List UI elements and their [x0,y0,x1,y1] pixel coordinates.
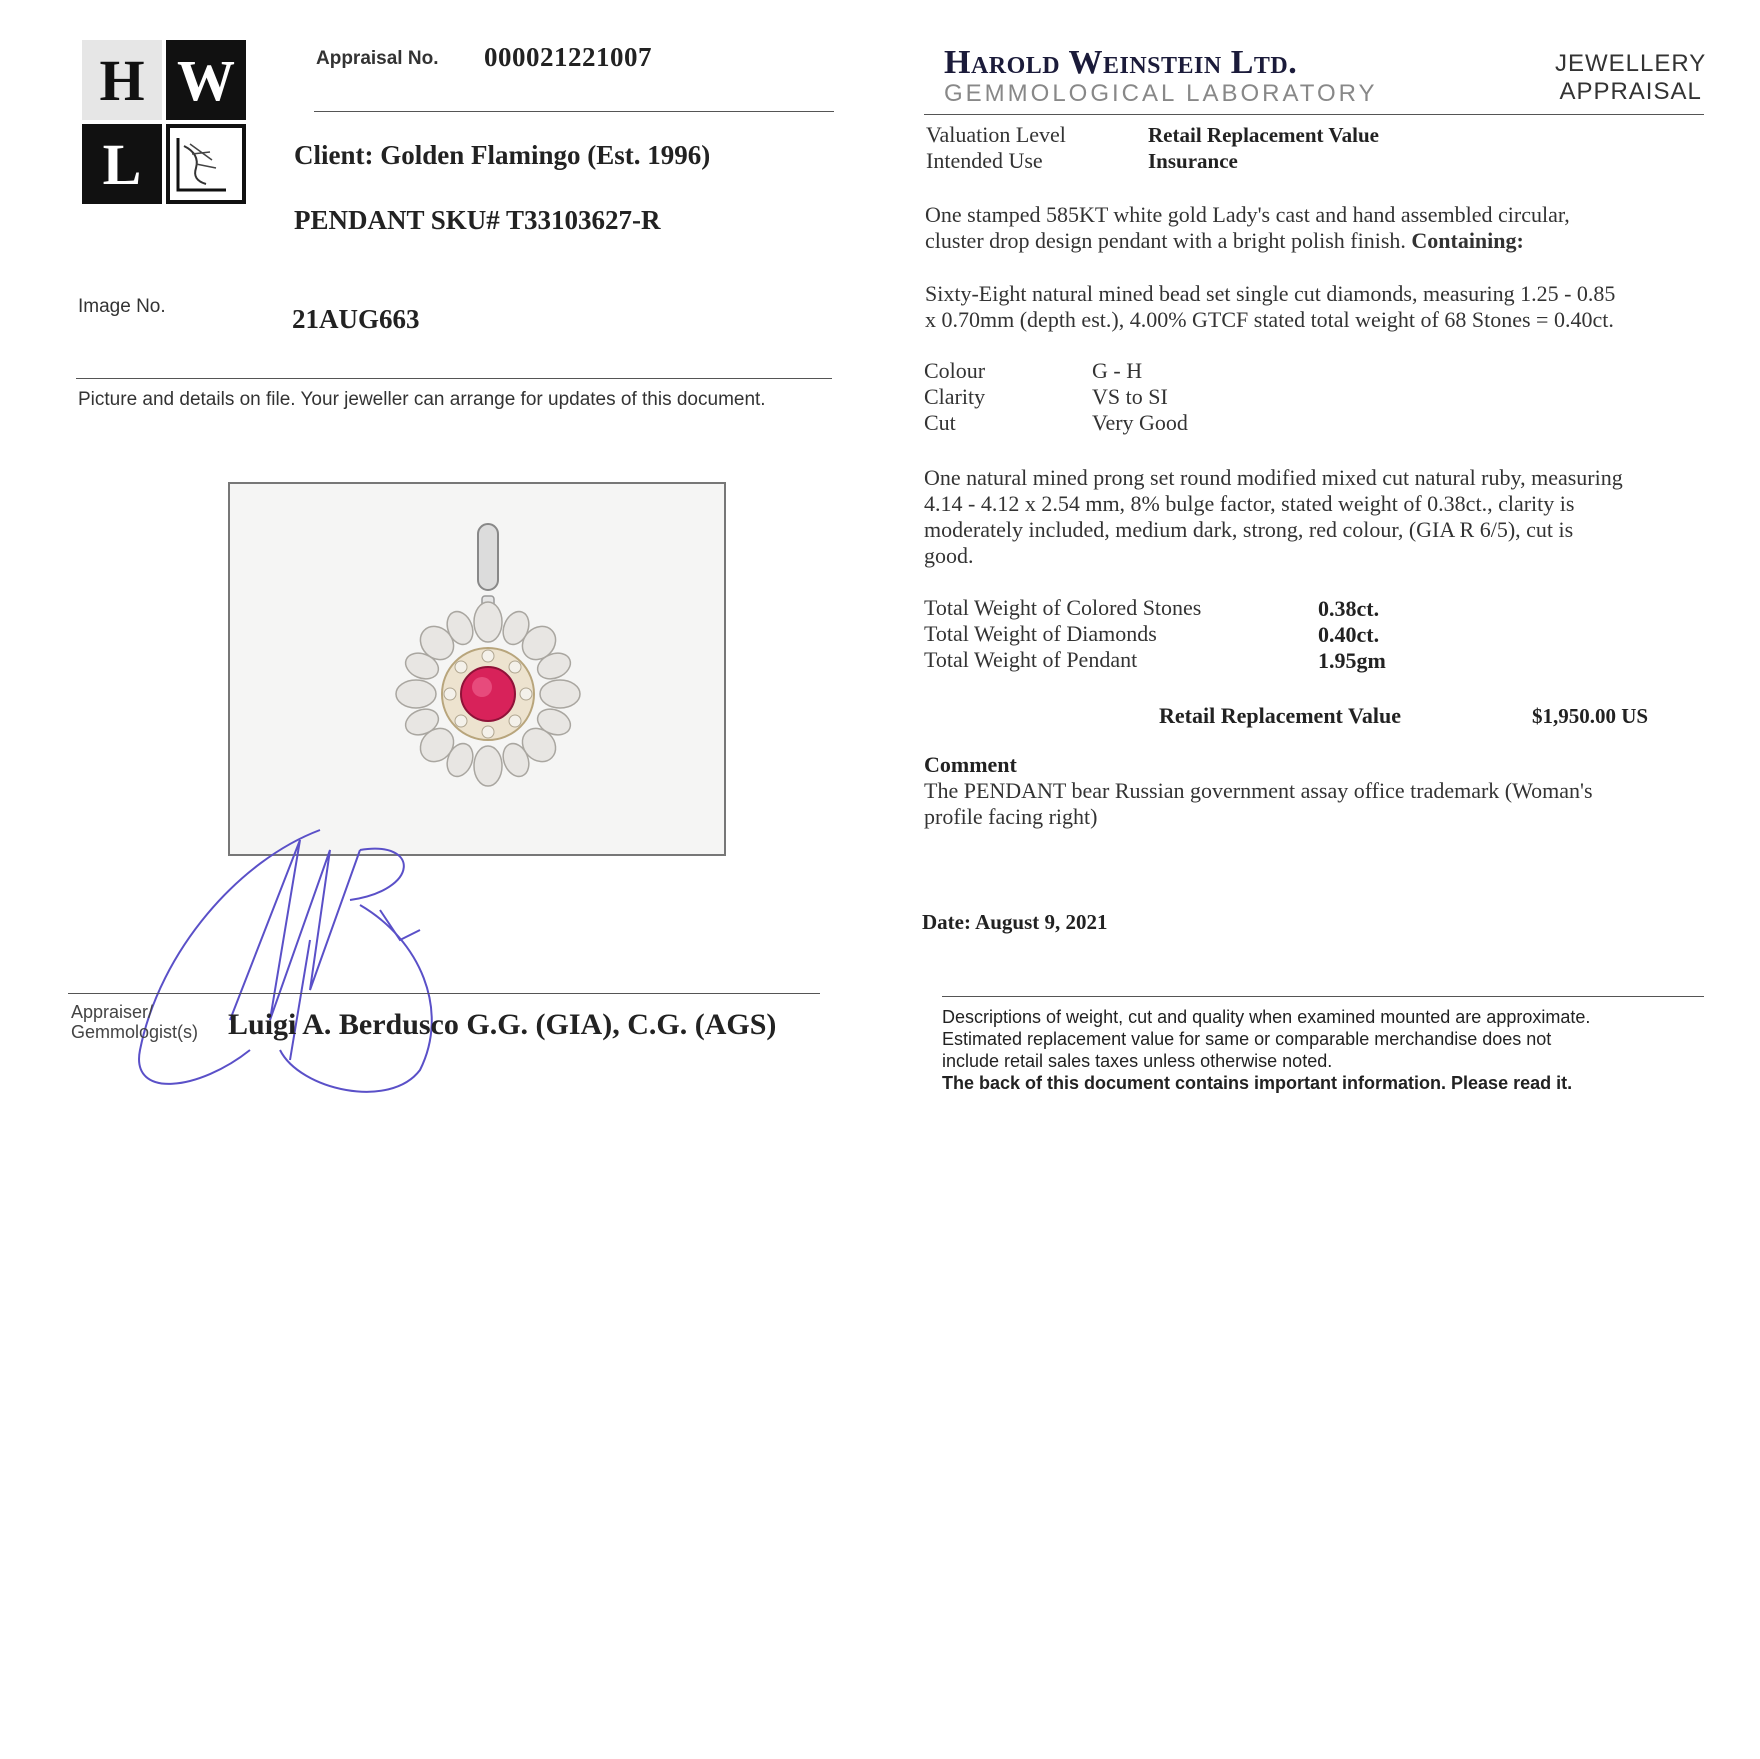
total-value-diamonds: 0.40ct. [1318,622,1380,647]
grade-value-cut: Very Good [1092,410,1188,435]
disclaimer-line: Descriptions of weight, cut and quality when examined mounted are approximate. [942,1007,1591,1027]
lab-name: Harold Weinstein Ltd. [944,44,1298,81]
disclaimer-important: The back of this document contains important information. Please read it. [942,1073,1573,1093]
comment-title: Comment [924,752,1017,777]
comment-line: The PENDANT bear Russian government assay office trademark (Woman's [924,778,1593,803]
ruby-line: 4.14 - 4.12 x 2.54 mm, 8% bulge factor, stated weight of 0.38ct., clarity is [924,491,1575,516]
divider [68,993,820,994]
ruby-line: One natural mined prong set round modified mixed cut natural ruby, measuring [924,465,1623,490]
appraiser-label-line: Appraiser/ [71,1002,154,1022]
appraisal-date: Date: August 9, 2021 [922,910,1108,934]
replacement-value-amount: $1,950.00 US [1532,704,1649,728]
document-type [1555,50,1706,106]
diamonds-line: x 0.70mm (depth est.), 4.00% GTCF stated total weight of 68 Stones = 0.40ct. [925,307,1614,332]
disclaimer-line: Estimated replacement value for same or comparable merchandise does not [942,1029,1552,1049]
document-type-line: JEWELLERY [1555,50,1707,77]
total-label-colored-stones: Total Weight of Colored Stones [924,595,1202,620]
ruby-line: moderately included, medium dark, strong, red colour, (GIA R 6/5), cut is [924,517,1574,542]
divider [314,111,834,112]
appraisal-number: 000021221007 [484,42,652,72]
description-line: cluster drop design pendant with a bright polish finish. [925,228,1406,253]
description-line: One stamped 585KT white gold Lady's cast and hand assembled circular, [925,202,1570,227]
divider [924,114,1704,115]
lab-subtitle: GEMMOLOGICAL LABORATORY [944,80,1378,107]
logo-letter-l: L [82,124,162,204]
appraiser-name: Luigi A. Berdusco G.G. (GIA), C.G. (AGS) [228,1008,777,1041]
diamonds-line: Sixty-Eight natural mined bead set single cut diamonds, measuring 1.25 - 0.85 [925,281,1616,306]
logo-emblem-icon [166,124,246,204]
item-sku: PENDANT SKU# T33103627-R [294,205,661,235]
replacement-value-label: Retail Replacement Value [1159,703,1401,728]
ruby-description [924,465,1714,569]
disclaimer-line: include retail sales taxes unless otherwise noted. [942,1051,1333,1071]
intended-use-label: Intended Use [926,148,1043,173]
item-description [925,202,1715,254]
total-label-pendant: Total Weight of Pendant [924,647,1138,672]
image-number-label: Image No. [78,296,166,317]
logo-letter-w: W [166,40,246,120]
signature-mark [120,820,540,1100]
containing-label: Containing: [1411,228,1524,253]
diamonds-description [925,281,1715,333]
total-label-diamonds: Total Weight of Diamonds [924,621,1157,646]
divider [942,996,1704,997]
appraiser-label-line: Gemmologist(s) [71,1022,199,1042]
grade-value-colour: G - H [1092,358,1143,383]
logo-letter-h: H [82,40,162,120]
disclaimer [942,1006,1702,1094]
total-value-pendant: 1.95gm [1318,648,1386,673]
pendant-photo [228,482,726,856]
valuation-level-label: Valuation Level [926,122,1066,147]
grade-value-clarity: VS to SI [1092,384,1168,409]
ruby-line: good. [924,543,974,568]
comment-text [924,778,1714,830]
valuation-level-value: Retail Replacement Value [1148,123,1379,147]
grade-label-cut: Cut [924,410,956,435]
total-value-colored-stones: 0.38ct. [1318,596,1380,621]
grade-label-clarity: Clarity [924,384,986,409]
file-note: Picture and details on file. Your jeweller can arrange for updates of this document. [78,389,766,410]
document-type-line: APPRAISAL [1559,78,1702,105]
hwl-logo [82,40,246,205]
appraisal-number-label: Appraisal No. [316,48,439,69]
intended-use-value: Insurance [1148,149,1238,173]
divider [76,378,832,379]
comment-line: profile facing right) [924,804,1098,829]
client-name: Client: Golden Flamingo (Est. 1996) [294,140,711,170]
appraiser-label [71,1002,231,1042]
image-number: 21AUG663 [292,304,420,334]
grade-label-colour: Colour [924,358,986,383]
